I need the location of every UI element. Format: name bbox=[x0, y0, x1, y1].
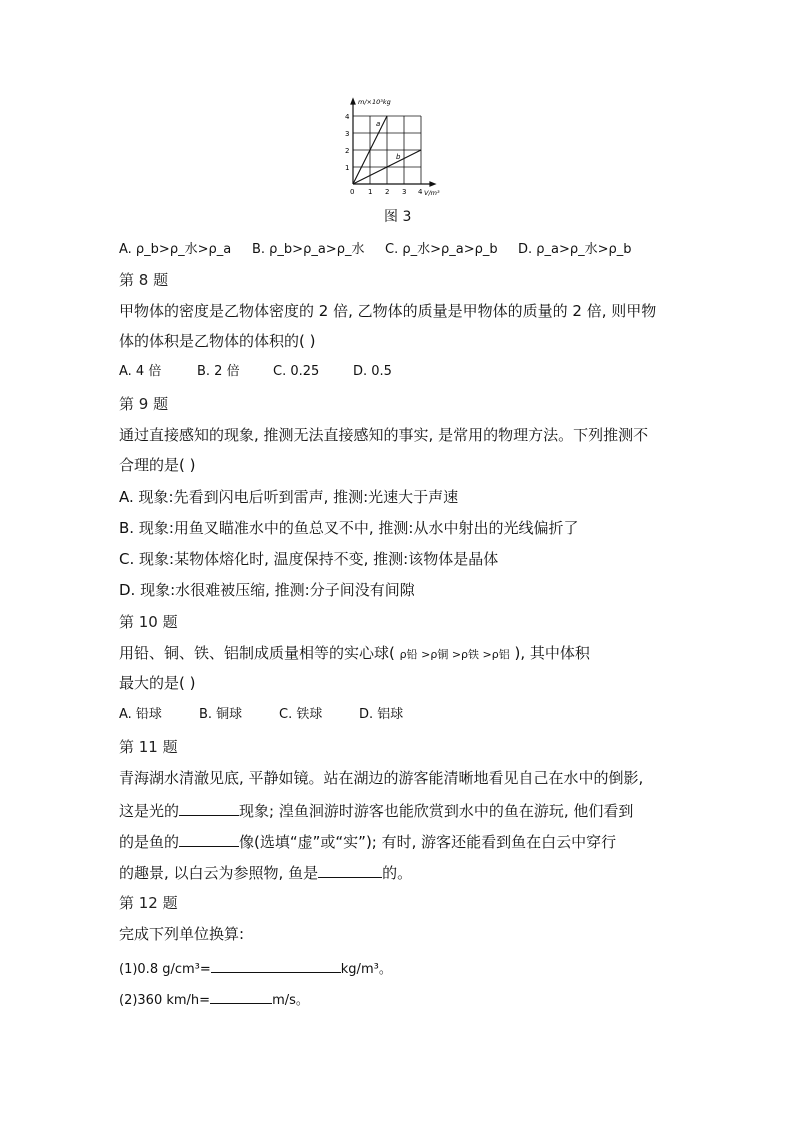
q8-option-a[interactable]: A. 4 倍 bbox=[119, 364, 162, 379]
q12-blank-1[interactable] bbox=[211, 956, 341, 973]
q11-line4 bbox=[119, 861, 412, 883]
q11-line2-end: 现象; 湟鱼洄游时游客也能欣赏到水中的鱼在游玩, 他们看到 bbox=[239, 802, 634, 820]
q9-heading: 第 9 题 bbox=[119, 395, 169, 413]
q8-heading: 第 8 题 bbox=[119, 271, 169, 289]
y-tick-2: 2 bbox=[345, 147, 350, 155]
q8-option-b[interactable]: B. 2 倍 bbox=[197, 364, 240, 379]
q7-option-d[interactable]: D. ρ_a>ρ_水>ρ_b bbox=[518, 242, 632, 257]
line-b-label: b bbox=[396, 153, 401, 161]
q7-option-c[interactable]: C. ρ_水>ρ_a>ρ_b bbox=[385, 242, 498, 257]
q10-line2: 最大的是( ) bbox=[119, 674, 196, 692]
q11-blank-2[interactable] bbox=[179, 830, 239, 847]
y-tick-1: 1 bbox=[345, 164, 350, 172]
q11-line4-end: 的。 bbox=[382, 864, 413, 882]
x-tick-3: 3 bbox=[402, 188, 407, 196]
q11-line4-start: 的趣景, 以白云为参照物, 鱼是 bbox=[119, 864, 319, 882]
q10-heading: 第 10 题 bbox=[119, 613, 178, 631]
graph-svg bbox=[340, 96, 450, 200]
q9-option-a[interactable]: A. 现象:先看到闪电后听到雷声, 推测:光速大于声速 bbox=[119, 488, 459, 506]
q11-blank-1[interactable] bbox=[179, 799, 239, 816]
q7-options bbox=[119, 240, 632, 260]
q12-item1-end: kg/m³。 bbox=[340, 962, 392, 977]
line-a-label: a bbox=[376, 120, 381, 128]
q11-line3-start: 的是鱼的 bbox=[119, 833, 180, 851]
mass-volume-graph bbox=[340, 96, 450, 200]
q11-heading: 第 11 题 bbox=[119, 738, 178, 756]
q11-line3-end: 像(选填“虚”或“实”); 有时, 游客还能看到鱼在白云中穿行 bbox=[239, 833, 617, 851]
q8-options bbox=[119, 362, 392, 382]
x-tick-2: 2 bbox=[385, 188, 390, 196]
q10-option-d[interactable]: D. 铝球 bbox=[359, 707, 404, 722]
q11-line3 bbox=[119, 830, 616, 852]
x-tick-1: 1 bbox=[368, 188, 373, 196]
q11-blank-3[interactable] bbox=[318, 861, 382, 878]
q7-option-b[interactable]: B. ρ_b>ρ_a>ρ_水 bbox=[252, 242, 365, 257]
q9-line1: 通过直接感知的现象, 推测无法直接感知的事实, 是常用的物理方法。下列推测不 bbox=[119, 426, 649, 444]
graph-axes bbox=[351, 99, 435, 186]
q10-option-c[interactable]: C. 铁球 bbox=[279, 707, 323, 722]
q8-line2: 体的体积是乙物体的体积的( ) bbox=[119, 332, 316, 350]
y-tick-4: 4 bbox=[345, 113, 350, 121]
q10-option-a[interactable]: A. 铅球 bbox=[119, 707, 162, 722]
q8-option-d[interactable]: D. 0.5 bbox=[353, 364, 392, 379]
q12-item2 bbox=[119, 987, 309, 1011]
q10-option-b[interactable]: B. 铜球 bbox=[199, 707, 243, 722]
q10-options bbox=[119, 705, 403, 725]
q9-option-d[interactable]: D. 现象:水很难被压缩, 推测:分子间没有间隙 bbox=[119, 581, 415, 599]
q9-option-b[interactable]: B. 现象:用鱼叉瞄准水中的鱼总叉不中, 推测:从水中射出的光线偏折了 bbox=[119, 519, 579, 537]
q12-item1-start: (1)0.8 g/cm³= bbox=[119, 962, 211, 977]
y-tick-3: 3 bbox=[345, 130, 350, 138]
q12-item2-start: (2)360 km/h= bbox=[119, 993, 211, 1008]
q12-intro: 完成下列单位换算: bbox=[119, 925, 245, 943]
q10-line1-start: 用铅、铜、铁、铝制成质量相等的实心球( bbox=[119, 644, 395, 662]
q10-density-order: ρ铅 >ρ铜 >ρ铁 >ρ铝 bbox=[399, 648, 510, 661]
x-axis-label: V/m³ bbox=[424, 189, 440, 197]
q11-line2 bbox=[119, 799, 633, 821]
q11-line2-start: 这是光的 bbox=[119, 802, 180, 820]
q12-item1 bbox=[119, 956, 392, 980]
q12-heading: 第 12 题 bbox=[119, 894, 178, 912]
q10-line1-end: ), 其中体积 bbox=[514, 644, 590, 662]
graph-grid bbox=[353, 116, 421, 184]
x-tick-0: 0 bbox=[350, 188, 355, 196]
q9-option-c[interactable]: C. 现象:某物体熔化时, 温度保持不变, 推测:该物体是晶体 bbox=[119, 550, 499, 568]
q12-item2-end: m/s。 bbox=[272, 993, 309, 1008]
q11-line1: 青海湖水清澈见底, 平静如镜。站在湖边的游客能清晰地看见自己在水中的倒影, bbox=[119, 769, 644, 787]
q8-line1: 甲物体的密度是乙物体密度的 2 倍, 乙物体的质量是甲物体的质量的 2 倍, 则甲物 bbox=[119, 302, 657, 320]
q8-option-c[interactable]: C. 0.25 bbox=[273, 364, 320, 379]
q10-line1 bbox=[119, 643, 590, 665]
q9-line2: 合理的是( ) bbox=[119, 456, 196, 474]
x-tick-4: 4 bbox=[418, 188, 423, 196]
q12-blank-2[interactable] bbox=[210, 987, 272, 1004]
y-axis-label: m/×10³kg bbox=[358, 98, 391, 106]
figure-caption: 图 3 bbox=[384, 209, 412, 225]
q7-option-a[interactable]: A. ρ_b>ρ_水>ρ_a bbox=[119, 242, 232, 257]
